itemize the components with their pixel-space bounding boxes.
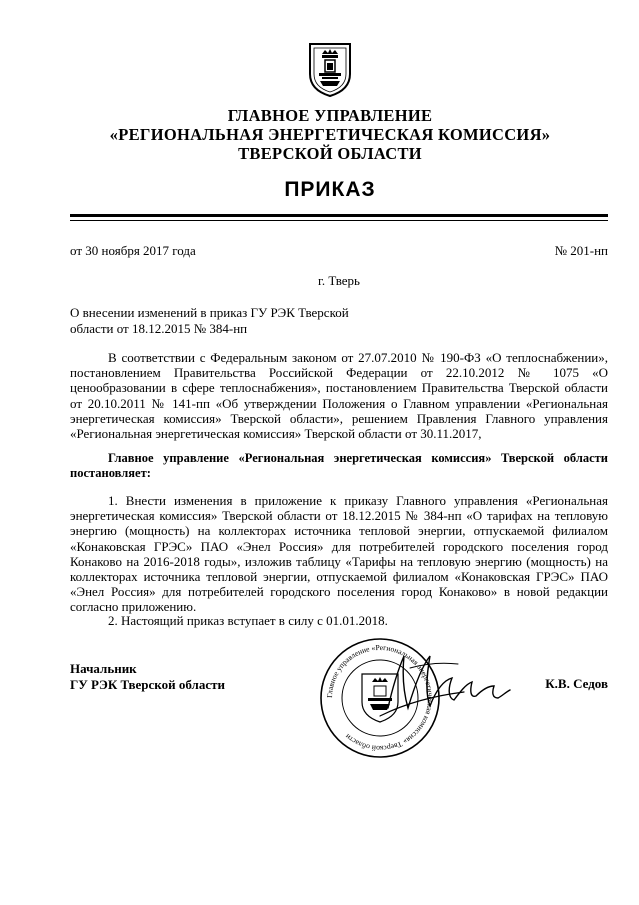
organization-name xyxy=(90,106,570,163)
resolves-paragraph: Главное управление «Региональная энергетическая комиссия» Тверской области постановляет: xyxy=(70,451,608,481)
header-rule-thick xyxy=(70,214,608,217)
order-item-1: 1. Внести изменения в приложение к приказу Главного управления «Региональная энергетическая комиссия» Тверской области от 18.12.2015 № 384-нп «О тарифах на тепловую энергию (мощность) на коллекторах источника тепловой энергии, отпускаемой филиалом «Конаковская ГРЭС» ПАО «Энел Россия» для потребителей городского поселения город Конаково на 2016-2018 годы», изложив таблицу «Тарифы на тепловую энергию (мощность) на коллекторах источника тепловой энергии, отпускаемой филиалом «Конаковская ГРЭС» ПАО «Энел Россия» для потребителей городского поселения город Конаково» в новой редакции согласно приложению. xyxy=(70,493,608,615)
document-type-title: ПРИКАЗ xyxy=(284,178,376,201)
org-line-3: ТВЕРСКОЙ ОБЛАСТИ xyxy=(238,144,422,163)
preamble-paragraph: В соответствии с Федеральным законом от 27.07.2010 № 190-ФЗ «О теплоснабжении», постановлением Правительства Российской Федерации от 22.10.2012 № 1075 «О ценообразовании в сфере теплоснабжения», постановлением Правительства Тверской области от 20.10.2011 № 141-пп «Об утверждении Положения о Главном управлении «Региональная энергетическая комиссия» Тверской области», решением Правления Главного управления «Региональная энергетическая комиссия» Тверской области от 30.11.2017, xyxy=(70,350,608,442)
document-subject xyxy=(70,305,370,336)
coat-of-arms-icon xyxy=(306,40,354,98)
document-number: № 201-нп xyxy=(554,243,608,258)
document-date: от 30 ноября 2017 года xyxy=(70,243,196,258)
signatory-position-line-1: Начальник xyxy=(70,661,137,676)
order-item-2: 2. Настоящий приказ вступает в силу с 01.01.2018. xyxy=(108,613,388,628)
signatory-name: К.В. Седов xyxy=(545,676,608,691)
subject-line-1: О внесении изменений в приказ ГУ РЭК Тверской xyxy=(70,305,349,320)
subject-line-2: области от 18.12.2015 № 384-нп xyxy=(70,320,248,336)
document-city: г. Тверь xyxy=(318,273,360,288)
signatory-position xyxy=(70,661,225,692)
header-rule-thin xyxy=(70,220,608,221)
seal-ring-text: Главное управление «Региональная энергетическая комиссия» Тверской области xyxy=(324,642,436,754)
signatory-position-line-2: ГУ РЭК Тверской области xyxy=(70,676,225,692)
org-line-1: ГЛАВНОЕ УПРАВЛЕНИЕ xyxy=(227,106,433,125)
org-line-2: «РЕГИОНАЛЬНАЯ ЭНЕРГЕТИЧЕСКАЯ КОМИССИЯ» xyxy=(109,125,551,144)
handwritten-signature xyxy=(374,646,514,720)
